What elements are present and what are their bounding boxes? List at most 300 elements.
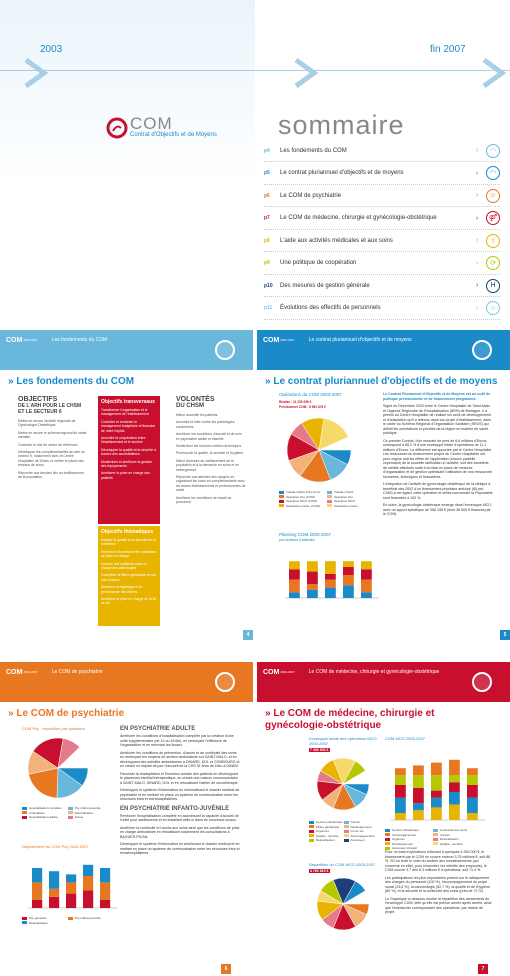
bar-segment <box>289 592 300 598</box>
list-item: Développer les complémentarités au sein du secteur 6, notamment avec le Centre Hospitalier de Dinan, et mettre en place des réseaux de soins. <box>18 450 85 468</box>
page-title: » Le contrat pluriannuel d'objectifs et de moyens <box>265 376 498 387</box>
legend-label: Relocalisation <box>74 810 94 815</box>
chevron-right-icon: › <box>476 169 479 177</box>
bar-segment <box>449 775 460 782</box>
list-item: Le Graphique ci-dessous montre la répartition des versements de l'enveloppe COM, telle qu'elle est prévue année après année, ainsi que l'échéancier correspondant des opérations, par nature de projet. <box>385 896 492 914</box>
total-previsionnel: Prévisionnel COM : 8 964 876 € <box>279 405 326 409</box>
list-item: Favoriser la réadaptation et l'insertion sociale des patients en développant le placement familial thérapeutique, en créant une maison communautaire à SAINT-MALO, DINARD, DOL et en relocalisant l'atelier de sociothérapie. <box>120 771 239 785</box>
sommaire-label: Des mesures de gestion générale <box>280 282 370 289</box>
page-7 <box>257 662 510 976</box>
bar-segment <box>467 775 478 785</box>
brand-subtitle: Contrat d'Objectifs et de Moyens <box>130 132 217 138</box>
legend-swatch <box>68 917 73 920</box>
bar-segment <box>431 775 442 790</box>
legend-entry <box>68 916 114 921</box>
page-number: 6 <box>221 964 231 974</box>
list-item: Moderniser les services médico-techniques. <box>176 444 242 449</box>
list-item: Améliorer la prise en charge de la fin de vie <box>101 597 157 606</box>
chevron-right-icon <box>478 58 508 88</box>
sommaire-title: sommaire <box>278 110 405 140</box>
brand-title: COM <box>130 114 173 133</box>
psy-bar-chart <box>22 852 117 914</box>
legend-label: Psy infanto-juvénile <box>74 916 101 920</box>
list-item: Conforter le rôle de centre de référence. <box>18 442 79 447</box>
cover-page <box>0 0 510 310</box>
sommaire-item[interactable] <box>264 185 500 207</box>
legend-swatch <box>327 495 332 498</box>
sommaire-label: Le COM de psychiatrie <box>280 192 342 199</box>
legend-entry <box>68 815 114 820</box>
transversal-title: Objectifs transversaux <box>101 399 155 405</box>
legend-label: Gynéco-Obstétrique <box>316 820 343 824</box>
bar-segment <box>395 768 406 775</box>
bar-segment <box>431 807 442 820</box>
legend-swatch <box>344 825 349 828</box>
bar-segment <box>361 569 372 579</box>
list-item: Accroître la lutte contre les pathologies carcinomes. <box>176 420 235 429</box>
bar-segment <box>467 785 478 798</box>
year-start: 2003 <box>40 44 63 55</box>
legend-entry <box>22 815 68 820</box>
gauge-icon: ◠ <box>486 166 500 180</box>
objectives-subtitle: DE L'ARH POUR LE CHSM ET LE SECTEUR 6 <box>18 403 82 415</box>
list-item: Transformer l'organisation et le management de l'établissement <box>101 408 149 417</box>
legend-label: Accompagnement <box>350 833 375 838</box>
header-brand: COM <box>6 336 23 344</box>
bar-segment <box>413 765 424 775</box>
bar-segment <box>467 798 478 813</box>
chevron-right-icon: › <box>476 147 479 154</box>
handshake-icon: ⟳ <box>486 256 500 270</box>
list-item: L'intégration de l'activité de gynécologie-obstétrique de la clinique a bénéficié dès 2002 d'un financement prioritaire anticipé (85 pré-COM) à cet égard; cette opération et celles concernant la Psychiatrie sont financées à 100 %. <box>383 482 493 500</box>
total-realise: Réalisé : 11 235 096 € <box>279 400 312 404</box>
bar-segment <box>449 782 460 792</box>
psy-bar-legend <box>22 916 117 925</box>
list-item: Répondre aux besoins liés au vieillissement de la population. <box>18 470 84 480</box>
pie-slice <box>319 418 348 450</box>
objectives-column <box>18 396 88 482</box>
header-title: Le COM de psychiatrie <box>51 669 103 675</box>
list-item: Signé en Décembre 2003 entre le Centre Hospitalier de Saint-Malo et l'Agence Régionale de l'Hospitalisation (ARH) de Bretagne, il a permis au Centre Hospitalier de réaliser les axes de développement et d'adaptation qu'il a retenus dans son projet d'établissement, dans le cadre du Schéma Régional d'Organisation Sanitaire (SROS) qui définit les orientations et priorités de la région en matière de santé publique. <box>383 404 492 435</box>
list-item: Accroître la coopération entre l'établissement et le secteur <box>101 436 146 445</box>
legend-entry <box>309 838 344 843</box>
sommaire-item[interactable] <box>264 163 500 185</box>
list-item: Améliorer la continuité et l'accès aux soins ainsi que les conditions de prise en charge ambulatoire en relocalisant notamment les consultations à BAGUER-PICAN. <box>120 825 240 839</box>
page-ref: p7 <box>264 215 270 221</box>
legend-label: Travaux Maint-Prév-Conv <box>286 490 321 494</box>
bar-segment <box>395 813 406 820</box>
legend-label: Psy infanto-juvénile <box>74 806 101 810</box>
header-title: Le contrat pluriannuel d'objectifs et de moyens <box>308 337 412 343</box>
infant-heading: EN PSYCHIATRIE INFANTO-JUVÉNILE <box>120 805 230 812</box>
list-item: Améliorer les conditions de prévention, d'accès et de continuité des soins en renforçant les moyens du secteur ambulatoire sur SAINT-MALO, et en développant des activités ambulatoires à DINARD, DOL et COMBOURG et en créant un hôpital de jour d'accueil de la CHS St Jean de Dieu à DINAN. <box>120 750 240 768</box>
legend-swatch <box>344 839 349 842</box>
legend-swatch <box>279 500 284 503</box>
sommaire-item[interactable] <box>264 298 500 320</box>
bar-segment <box>289 580 300 593</box>
legend-label: Opération Psy <box>334 494 354 499</box>
legend-label: Qualité - sécurité <box>440 841 463 846</box>
bar-segment <box>413 788 424 803</box>
legend-label: Urgences <box>392 837 405 841</box>
page-ref: p4 <box>264 147 270 154</box>
bar-segment <box>395 785 406 798</box>
chevron-right-icon: › <box>476 214 479 222</box>
volontes-subtitle: DU CHSM <box>176 403 204 409</box>
list-item: Conforter et renforcer le management budgétaire et financier de notre hôpital <box>101 419 156 433</box>
legend-label: Opérations transv. (COM) <box>286 503 321 508</box>
legend-label: Relocalisation <box>29 920 48 925</box>
legend-label: Relocalisation <box>316 838 335 842</box>
staff-icon: ⚕ <box>486 234 500 248</box>
bar-segment <box>431 763 442 776</box>
legend-swatch <box>433 829 438 832</box>
legend-label: Hospitalisation adulte <box>29 815 58 819</box>
legend-label: Ascenseur intégral <box>392 846 417 850</box>
bar-segment <box>325 574 336 580</box>
page-number: 7 <box>478 964 488 974</box>
bar-segment <box>343 561 354 567</box>
legend-label: Cancer <box>350 820 361 824</box>
bar-segment <box>289 561 300 569</box>
legend-entry <box>433 842 481 847</box>
legend-label: Opérations transv. <box>334 503 359 508</box>
legend-entry <box>344 838 379 843</box>
list-item: Promouvoir la qualité, la sécurité et l'hygiène. <box>176 451 245 456</box>
legend-swatch <box>433 838 438 841</box>
objectives-title: OBJECTIFS <box>18 396 58 403</box>
bar-segment <box>307 561 318 571</box>
list-item: Développer la qualité et la sécurité à travers des accréditations <box>101 447 156 457</box>
volontes-column <box>176 396 246 508</box>
sommaire-item[interactable] <box>264 275 500 297</box>
legend-swatch <box>433 833 438 836</box>
page-number: 4 <box>243 630 253 640</box>
gauge-icon: ◠ <box>486 144 500 158</box>
list-item: Renforcer et améliorer les conditions de prise en charge <box>101 549 157 559</box>
legend-label: Continuité des soins <box>440 828 468 832</box>
page-4 <box>0 330 253 640</box>
lead-paragraph: Le Contrat Pluriannuel d'Objectifs et de Moyens est un outil de politique prévisionnelle et de financement programmé. <box>383 392 491 401</box>
chevron-right-icon <box>20 58 50 88</box>
people-icon: ☺ <box>486 301 500 315</box>
sommaire-item[interactable] <box>264 253 500 275</box>
header-years: 2003-2007 <box>23 670 38 674</box>
bar-segment <box>343 575 354 585</box>
header-brand: COM <box>6 668 23 676</box>
timeline-line <box>0 70 510 71</box>
header-brand: COM <box>263 336 280 344</box>
header-title: Les fondements du COM <box>51 337 108 343</box>
mco-com-pie-chart <box>309 874 381 936</box>
planning-bar-chart <box>279 544 379 604</box>
bar-segment <box>83 865 93 876</box>
list-item: Développer le système d'information en informatisant le dossier médical de psychiatrie et en mettant en place un système de communication entre les structures intra et extrahospitalières. <box>120 788 240 801</box>
legend-label: Relocalisation <box>440 837 459 841</box>
gauge-icon <box>472 340 492 360</box>
contract-text <box>383 392 493 520</box>
bar-segment <box>343 585 354 598</box>
legend-swatch <box>344 821 349 824</box>
bar-segment <box>83 890 93 908</box>
planning-chart-title: Planning COM 2003-2007 <box>279 532 332 537</box>
page-ref: p11 <box>264 305 273 311</box>
legend-label: Filière gériatrique <box>316 824 340 829</box>
legend-swatch <box>309 825 314 828</box>
legend-swatch <box>68 811 73 814</box>
list-item: Assurer une meilleure prise en charge des pathologies <box>101 561 147 571</box>
legend-swatch <box>344 830 349 833</box>
page-title: » Le COM de psychiatrie <box>8 708 125 719</box>
chevron-right-icon: › <box>476 282 479 289</box>
chevron-right-icon <box>290 58 320 88</box>
list-item: Développer le système d'information en améliorant le dossier médical et en mettant en place un système de communication entre les structures intra et extrahospitalières. <box>120 842 240 855</box>
pie1-title: Enveloppe totale des opérations MCO 2003-2007 <box>309 736 377 746</box>
bar-segment <box>83 876 93 890</box>
bar-segment <box>467 768 478 775</box>
mco-pie-legend <box>309 820 381 843</box>
com-logo-icon <box>106 117 128 139</box>
bar-segment <box>449 792 460 805</box>
page-ref: p6 <box>264 192 270 199</box>
list-item: Moderniser et améliorer la gestion des équipements <box>101 459 153 469</box>
psy-text <box>120 726 240 859</box>
legend-label: Autres <box>74 815 84 819</box>
legend-swatch <box>279 495 284 498</box>
mco-total-pie-chart <box>309 754 381 816</box>
legend-swatch <box>22 816 27 819</box>
bar-segment <box>32 882 42 900</box>
page-ref: p5 <box>264 170 270 176</box>
bar-segment <box>395 798 406 813</box>
manage-icon: H <box>486 279 500 293</box>
legend-label: Opération Psy (COM) <box>286 494 315 499</box>
page-title: » Le COM de médecine, chirurgie et gynécologie-obstétrique <box>265 708 435 731</box>
head-icon <box>215 672 235 692</box>
pie1-total: 7 360 533 € <box>310 748 329 752</box>
bar-segment <box>395 775 406 785</box>
legend-label: Urgences <box>316 829 329 833</box>
legend-swatch <box>22 811 27 814</box>
bar-segment <box>413 810 424 820</box>
legend-swatch <box>22 917 27 920</box>
legend-swatch <box>327 504 332 507</box>
legend-swatch <box>433 842 438 845</box>
head-icon: ☺ <box>486 189 500 203</box>
sommaire-item[interactable] <box>264 230 500 252</box>
mco-bar-legend <box>385 828 485 851</box>
legend-label: Fin de vie <box>350 829 364 833</box>
bar-segment <box>361 580 372 593</box>
sommaire-item[interactable] <box>264 140 500 162</box>
list-item: Améliorer les conditions de travail du personnel. <box>176 495 232 505</box>
list-item: Pour un total d'opérations s'élevant à quelques 4 260 000 €, le financement par le COM en couvre environ 3,76 millions €, soit 88 %. Si l'on isole le volet du soutien aux investissements (qui concerne en effet, pour l'essentiel, les intérêts des emprunts), le COM couvre 3,7 des 6,3 millions € d'opérations, soit 71,4 %. <box>385 850 491 872</box>
bar-segment <box>413 775 424 788</box>
bar-segment <box>449 760 460 775</box>
page-number: 5 <box>500 630 510 640</box>
legend-swatch <box>344 834 349 837</box>
legend-entry <box>279 504 327 509</box>
legend-swatch <box>309 834 314 837</box>
legend-entry <box>327 504 375 509</box>
legend-label: Gynéco-Obstétrique <box>392 828 419 832</box>
legend-swatch <box>22 921 27 924</box>
cover-banner <box>0 0 255 310</box>
list-item: Ce premier Contrat, d'un montant de près de 6,6 millions d'Euros, correspond à 68,2 % d'une enveloppe totale d'opérations de 11,1 millions d'Euros. La différence est apportée par le Centre Hospitalier. Les ressources du financement propre du Centre Hospitalier ont pour origine soit les effets de l'application (encore partielle cependant) de la nouvelle tarification à l'activité, soit des transferts de crédits effectués suite à la mise en place de mesures d'organisation et de gestion optimisant l'utilisation de nos ressources humaines, techniques et financières. <box>383 438 493 479</box>
list-item: Améliorer la prise en charge des patients <box>101 471 150 480</box>
bar-chart-title: Déploiement du COM Psy 2003-2007 <box>22 844 89 849</box>
legend-swatch <box>385 838 390 841</box>
sommaire-label: Une politique de coopération <box>280 260 357 266</box>
bar-segment <box>49 889 59 897</box>
legend-label: Ascenseur <box>350 838 365 842</box>
legend-label: Accompagnement <box>392 832 417 837</box>
legend-label: Travaux Neufs <box>334 490 354 494</box>
legend-swatch <box>309 830 314 833</box>
page-ref: p9 <box>264 260 270 266</box>
bar-segment <box>307 572 318 585</box>
pie-chart-title: COM Psy : répartition par opération <box>22 726 85 731</box>
bar-segment <box>100 868 110 882</box>
gender-icon: ⚤ <box>486 211 500 225</box>
list-item: Mettre en œuvre l'activité régionale de Gynécologie-Obstétrique. <box>18 419 76 428</box>
page-5 <box>257 330 510 640</box>
mco-text <box>385 850 493 918</box>
bar-segment <box>66 894 76 908</box>
bar-segment <box>100 900 110 908</box>
bar-segment <box>307 590 318 598</box>
page-ref: p10 <box>264 282 273 289</box>
bar-segment <box>343 567 354 575</box>
list-item: En outre, la gynécologie-obstétrique émarge dans l'enveloppe MCO, avec un apport spécifique de 358 335 € (dont 38 500 € financés par le COM). <box>383 503 492 516</box>
gauge-icon <box>215 340 235 360</box>
legend-label: Ambulatoire <box>29 810 46 815</box>
legend-swatch <box>385 833 390 836</box>
psy-pie-chart <box>22 732 112 804</box>
sommaire-label: L'aide aux activités médicales et aux soins <box>280 237 393 244</box>
bar-segment <box>307 584 318 590</box>
page-ref: p8 <box>264 237 270 244</box>
list-item: Améliorer la logistique et la performance des filières <box>101 585 142 594</box>
list-item: Les participations les plus importantes portent sur le rattrapement des charges du personnel (100 %), l'accompagnement du projet social (23,6 %), la cancérologie (52,7 %), la qualité et de l'hygiène (80 %), et la sécurité et la continuité des soins (près de 72 %). <box>385 875 490 893</box>
chevron-right-icon: › <box>476 259 479 267</box>
pie2-total: 3 760 815 € <box>310 869 329 873</box>
header-brand: COM <box>263 668 280 676</box>
bar-segment <box>325 561 336 574</box>
bar-segment <box>325 580 336 588</box>
legend-swatch <box>327 500 332 503</box>
list-item: Compléter la filière gériatrique et son plan d'action <box>101 573 157 582</box>
page-6 <box>0 662 253 976</box>
bar-segment <box>449 805 460 820</box>
header-years: 2003-2007 <box>280 338 295 342</box>
chevron-right-icon: › <box>476 304 479 312</box>
list-item: Assurer la qualité et la sécurité de la médecine <box>101 538 156 547</box>
legend-swatch <box>309 821 314 824</box>
pie2-title: Répartition du COM MCO 2003-2007 <box>309 862 376 867</box>
bar-segment <box>66 882 76 893</box>
list-item: Répondre aux attentes des usagers en organisant les soins en complémentarité avec les autres établissements et professionnels de santé. <box>176 475 246 493</box>
year-end: fin 2007 <box>430 44 466 55</box>
bar-segment <box>467 813 478 820</box>
sommaire-label: Évolutions des effectifs de personnels <box>280 305 381 311</box>
bar-segment <box>325 588 336 598</box>
bar-segment <box>100 882 110 900</box>
mco-bar-chart <box>385 742 485 826</box>
bar-segment <box>361 592 372 598</box>
adult-heading: EN PSYCHIATRIE ADULTE <box>120 726 196 732</box>
bar-segment <box>413 803 424 810</box>
psy-pie-legend <box>22 806 117 820</box>
legend-label: Hospitalisation complète <box>29 806 62 810</box>
bar-segment <box>431 798 442 808</box>
list-item: Améliorer les conditions d'accueil et de soin en psychiatrie adulte et infantile. <box>176 432 242 441</box>
sommaire-label: Le COM de médecine, chirurgie et gynécologie-obstétrique <box>280 215 437 221</box>
thematic-box <box>98 526 160 626</box>
list-item: Améliorer les conditions d'hospitalisation complète par la création d'une unité supplémentaire (de 12 ou 18 lits), en renforçant l'efficience de l'organisation et en rénovant les locaux. <box>120 734 234 747</box>
operations-legend <box>279 490 379 508</box>
sommaire-item[interactable] <box>264 208 500 230</box>
thematic-title: Objectifs thématiques <box>101 529 154 535</box>
bar-segment <box>32 900 42 908</box>
header-years: 2003-2007 <box>23 338 38 342</box>
gender-icon <box>472 672 492 692</box>
list-item: Mettre en œuvre le schéma régional de santé mentale. <box>18 430 87 440</box>
bar-segment <box>49 871 59 889</box>
transversal-box <box>98 396 160 524</box>
legend-swatch <box>68 816 73 819</box>
legend-swatch <box>279 491 284 494</box>
operations-chart-title: Opérations du COM 2003-2007 <box>279 392 342 397</box>
bar-chart-title: COM MCO 2003-2007 <box>385 736 426 741</box>
sommaire-label: Le contrat pluriannuel d'objectifs et de moyens <box>280 170 404 176</box>
list-item: Mieux répondre au vieillissement de la population et à la demande en soins et en hébergement. <box>176 458 239 472</box>
bar-segment <box>289 569 300 579</box>
legend-swatch <box>327 491 332 494</box>
legend-swatch <box>22 807 27 810</box>
legend-label: Cancer <box>440 832 450 837</box>
header-title: Le COM de médecine, chirurgie et gynécologie-obstétrique <box>308 669 440 675</box>
legend-label: Psy générale <box>29 916 47 920</box>
bar-segment <box>431 791 442 798</box>
sommaire-label: Les fondements du COM <box>280 147 347 154</box>
legend-swatch <box>385 842 390 845</box>
page-title: » Les fondements du COM <box>8 376 135 387</box>
planning-chart-subtitle: par secteurs d'activités <box>279 538 315 542</box>
chevron-right-icon: › <box>476 237 479 244</box>
operations-pie-chart <box>279 410 379 490</box>
list-item: Renforcer l'hospitalisation complète en accroissant la capacité d'accueil de l'unité pour adolescents et en installant celle-ci dans de nouveaux locaux. <box>120 813 239 822</box>
legend-swatch <box>279 504 284 507</box>
legend-swatch <box>385 829 390 832</box>
bar-segment <box>361 561 372 569</box>
bar-segment <box>32 868 42 882</box>
bar-segment <box>66 874 76 882</box>
header-years: 2003-2007 <box>280 670 295 674</box>
legend-label: Opération MCO (COM) <box>286 499 317 503</box>
legend-swatch <box>68 807 73 810</box>
chevron-right-icon: › <box>476 192 479 199</box>
legend-entry <box>22 921 68 926</box>
legend-swatch <box>309 839 314 842</box>
legend-label: Développement <box>392 841 414 846</box>
list-item: Mieux accueillir les patients. <box>176 413 219 417</box>
bar-segment <box>49 897 59 908</box>
legend-label: Opération MCO <box>334 499 356 503</box>
legend-label: Développement <box>350 824 372 829</box>
volontes-title: VOLONTÉS <box>176 396 215 403</box>
legend-label: Qualité - sécurité <box>316 833 339 838</box>
